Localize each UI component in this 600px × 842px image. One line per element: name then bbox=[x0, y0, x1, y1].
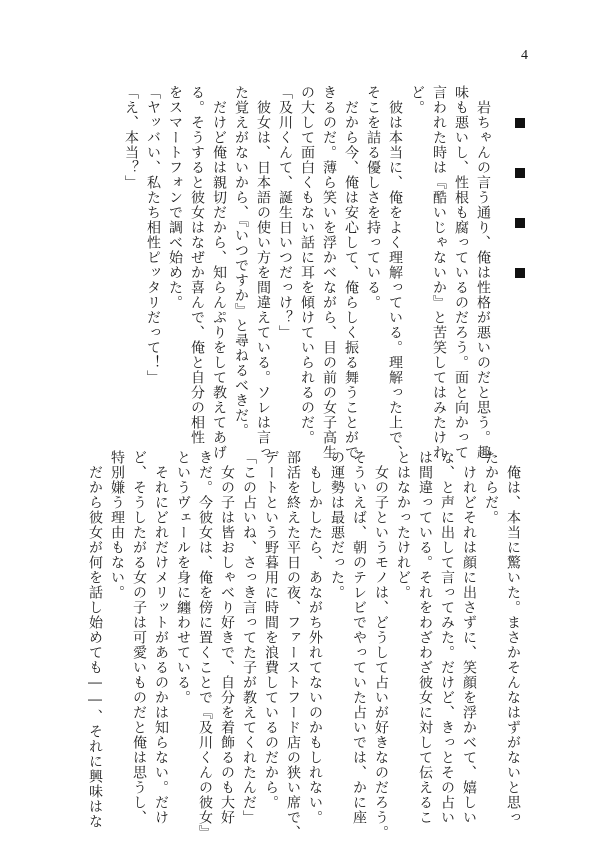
text-line: それにどれだけメリットがあるのかは知らない。だけ bbox=[153, 450, 169, 825]
upper-text-column bbox=[120, 85, 494, 460]
text-line: な、と声に出して言ってみた。だけど、きっとその占い bbox=[439, 450, 455, 825]
text-line: 彼女は、日本語の使い方を間違えている。ソレは言っ bbox=[255, 85, 271, 460]
section-break-marker bbox=[515, 218, 525, 228]
text-line: 彼は本当に、俺をよく理解っている。理解った上で、 bbox=[387, 85, 403, 460]
text-line: た覚えがないから、『いつですか』と尋ねるべきだ。 bbox=[233, 85, 249, 438]
text-line: だから彼女が何を話し始めても――、それに興味はな bbox=[87, 450, 103, 829]
text-line: をスマートフォンで調べ始めた。 bbox=[167, 85, 183, 310]
text-line: とはなかったけれど。 bbox=[395, 450, 411, 600]
text-line: きだ。今彼女は、俺を傍に置くことで『及川くんの彼女』 bbox=[197, 450, 213, 840]
section-break-marker bbox=[515, 268, 525, 278]
page-number: 4 bbox=[521, 48, 528, 63]
text-line: 女の子というモノは、どうして占いが好きなのだろう。 bbox=[373, 450, 389, 840]
section-break-marker bbox=[515, 168, 525, 178]
text-line: きるのだ。薄ら笑いを浮かべながら、目の前の女子高生 bbox=[321, 85, 337, 460]
text-line: そういえば、朝のテレビでやっていた占いでは、かに座 bbox=[351, 450, 367, 825]
text-line: の運勢は最悪だった。 bbox=[329, 450, 345, 600]
text-line: の大して面白くもない話に耳を傾けていられるのだ。 bbox=[299, 85, 315, 445]
section-break-markers bbox=[515, 118, 531, 278]
text-line: 部活を終えた平日の夜、ファーストフード店の狭い席で、 bbox=[285, 450, 301, 840]
text-line: 「及川くんて、誕生日いつだっけ？」 bbox=[277, 85, 293, 340]
text-line: ど、そうしたがる女の子は可愛いものだと俺は思うし、 bbox=[131, 450, 147, 825]
text-line: 岩ちゃんの言う通り、俺は性格が悪いのだと思う。趣 bbox=[475, 85, 491, 460]
text-line: そこを詰る優しさを持っている。 bbox=[365, 85, 381, 310]
section-break-marker bbox=[515, 118, 525, 128]
text-line: たからだ。 bbox=[483, 450, 499, 525]
text-line: 「ヤッバい、私たち相性ピッタリだって！」 bbox=[145, 85, 161, 385]
text-line: 「え、本当？」 bbox=[123, 85, 139, 190]
text-line: けれどそれは顔に出さずに、笑顔を浮かべて、嬉しい bbox=[461, 450, 477, 825]
text-line: 言われた時は『酷いじゃないか』と苦笑してはみたけれ bbox=[431, 85, 447, 460]
lower-text-column bbox=[84, 450, 524, 840]
text-line: ど。 bbox=[409, 85, 425, 115]
text-line: 「この占いね、さっき言ってた子が教えてくれたんだ」 bbox=[241, 450, 257, 825]
text-line: だから今、俺は安心して、俺らしく振る舞うことがで bbox=[343, 85, 359, 460]
text-line: 俺は、本当に驚いた。まさかそんなはずがないと思っ bbox=[505, 450, 521, 825]
text-line: る。そうすると彼女はなぜか喜んで、俺と自分の相性 bbox=[189, 85, 205, 445]
text-line: というヴェールを身に纏わせている。 bbox=[175, 450, 191, 705]
text-line: は間違っている。それをわざわざ彼女に対して伝えるこ bbox=[417, 450, 433, 825]
text-line: もしかしたら、あながち外れてないのかもしれない。 bbox=[307, 450, 323, 825]
text-line: 特別嫌う理由もない。 bbox=[109, 450, 125, 600]
text-line: 味も悪いし、性根も腐っているのだろう。面と向かって bbox=[453, 85, 469, 460]
text-line: 女の子は皆おしゃべり好きで、自分を着飾るのも大好 bbox=[219, 450, 235, 825]
text-line: だけど俺は親切だから、知らんぷりをして教えてあげ bbox=[211, 85, 227, 460]
text-line: デートという野暮用に時間を浪費しているのだから。 bbox=[263, 450, 279, 810]
